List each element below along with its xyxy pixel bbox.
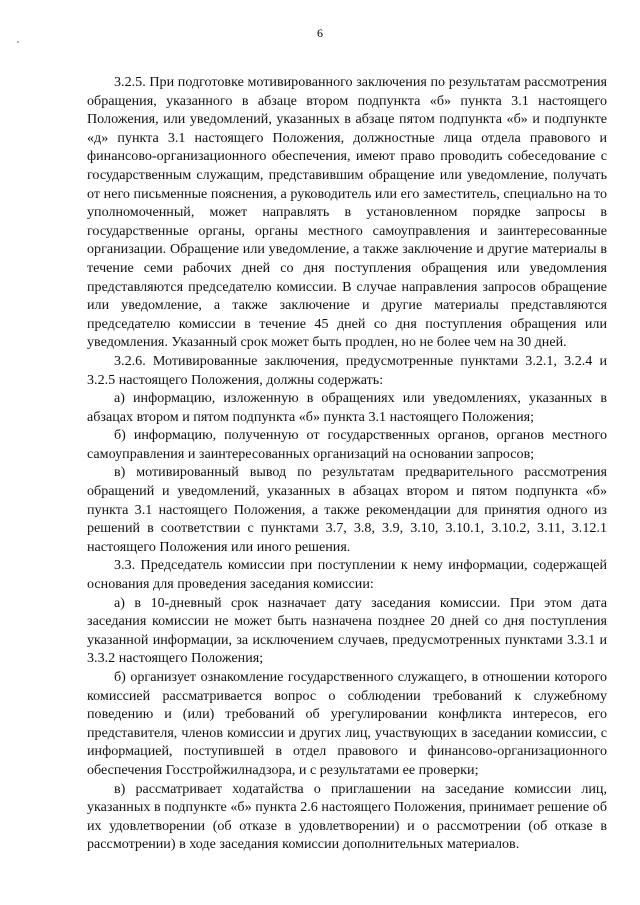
page-number: 6 [317, 26, 323, 40]
paragraph-3-2-6-a: а) информацию, изложенную в обращениях или уведомлениях, указанных в абзацах втором и пятом подпункта «б» пункта 3.1 настоящего Положения; [87, 390, 607, 425]
paragraph-3-2-6-b: б) информацию, полученную от государственных органов, органов местного самоуправления и заинтересованных организаций на основании запросов; [87, 427, 607, 462]
paragraph-3-3: 3.3. Председатель комиссии при поступлении к нему информации, содержащей основания для проведения заседания комиссии: [87, 557, 607, 593]
paragraph-3-2-6: 3.2.6. Мотивированные заключения, предусмотренные пунктами 3.2.1, 3.2.4 и 3.2.5 настоящего Положения, должны содержать: [87, 352, 607, 388]
scan-artifact-dot [17, 41, 19, 43]
paragraph-3-2-5: 3.2.5. При подготовке мотивированного заключения по результатам рассмотрения обращения, указанного в абзаце втором подпункта «б» пункта 3.1 настоящего Положения, или уведомлений, указанных в абзаце пятом подпункта «б» и подпункте «д» пункта 3.1 настоящего Положения, должностные лица отдела правового и финансово-организационного обеспечения, имеют право проводить собеседование с государственным служащим, представившим обращение или уведомление, получать от него письменные пояснения, а руководитель или его заместитель, специально на то уполномоченный, может направлять в установленном порядке запросы в государственные органы, органы местного самоуправления и заинтересованные организации. Обращение или уведомление, а также заключение и другие материалы в течение семи рабочих дней со дня поступления обращения или уведомления представляются председателю комиссии. В случае направления запросов обращение или уведомление, а также заключение и другие материалы представляются председателю комиссии в течение 45 дней со дня поступления обращения или уведомления. Указанный срок может быть продлен, но не более чем на 30 дней. [87, 74, 607, 351]
paragraph-3-2-6-v: в) мотивированный вывод по результатам предварительного рассмотрения обращений и уведомлений, указанных в абзацах втором и пятом подпункта «б» пункта 3.1 настоящего Положения, а также рекомендации для принятия одного из решений в соответствии с пунктами 3.7, 3.8, 3.9, 3.10, 3.10.1, 3.10.2, 3.11, 3.12.1 настоящего Положения или иного решения. [87, 464, 607, 555]
paragraph-3-3-v: в) рассматривает ходатайства о приглашении на заседание комиссии лиц, указанных в подпункте «б» пункта 2.6 настоящего Положения, принимает решение об их удовлетворении (об отказе в удовлетворении) и о рассмотрении (об отказе в рассмотрении) в ходе заседания комиссии дополнительных материалов. [87, 780, 607, 853]
paragraph-3-3-b: б) организует ознакомление государственного служащего, в отношении которого комиссией рассматривается вопрос о соблюдении требований к служебному поведению и (или) требований об урегулировании конфликта интересов, его представителя, членов комиссии и других лиц, участвующих в заседании комиссии, с информацией, поступившей в отдел правового и финансово-организационного обеспечения Госстройжилнадзора, и с результатами ее проверки; [87, 669, 607, 778]
paragraph-3-3-a: а) в 10-дневный срок назначает дату заседания комиссии. При этом дата заседания комиссии не может быть назначена позднее 20 дней со дня поступления указанной информации, за исключением случаев, предусмотренных пунктами 3.3.1 и 3.3.2 настоящего Положения; [87, 594, 607, 667]
document-body [87, 73, 607, 854]
